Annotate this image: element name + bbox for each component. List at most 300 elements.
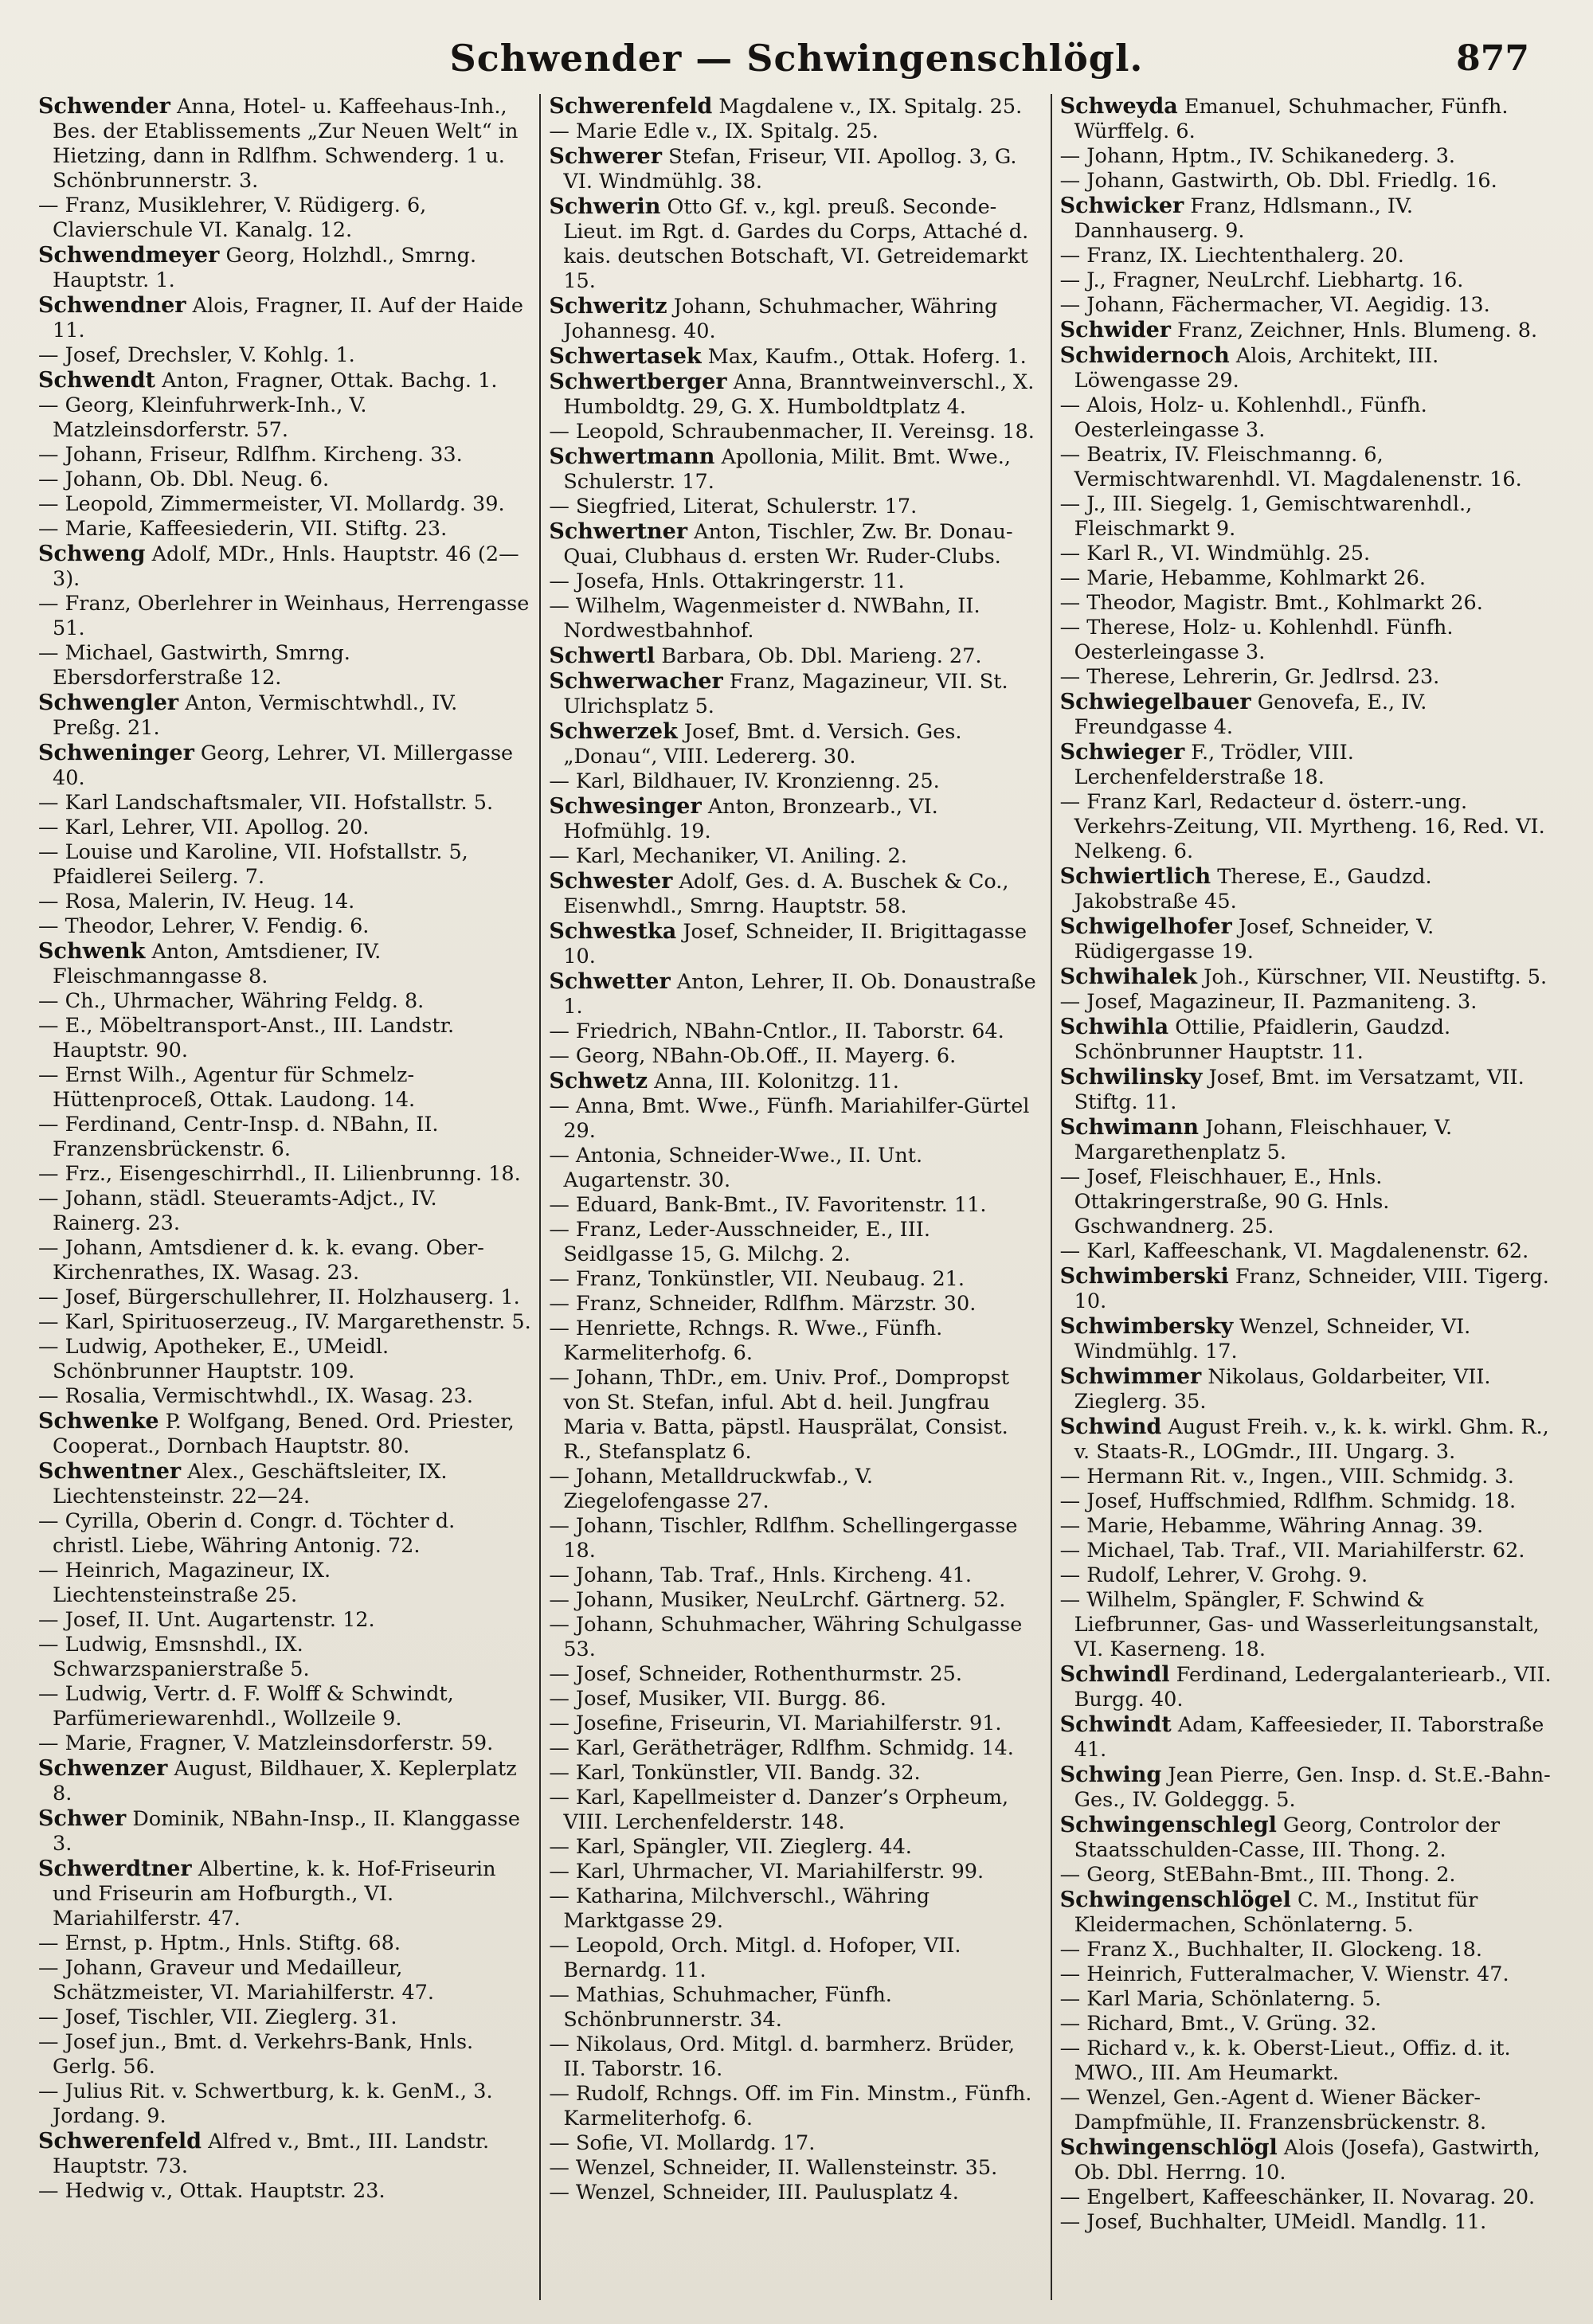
directory-entry — [549, 1786, 1042, 1835]
entry-surname: Schwihla — [1059, 1015, 1169, 1039]
entry-details: — Franz, Musiklehrer, V. Rüdigerg. 6, Clavierschule VI. Kanalg. 12. — [38, 194, 427, 242]
directory-entry — [549, 1934, 1042, 1983]
entry-details: — Sofie, VI. Mollardg. 17. — [549, 2131, 816, 2155]
directory-columns — [30, 94, 1561, 2300]
entry-details: — Marie, Fragner, V. Matzleinsdorferstr. 59. — [38, 1731, 494, 1755]
entry-surname: Schwertmann — [549, 444, 715, 469]
entry-surname: Schwimberski — [1059, 1264, 1229, 1289]
entry-details: Stefan, Friseur, VII. Apollog. 3, G. VI. Windmühlg. 38. — [563, 145, 1017, 194]
directory-entry — [1060, 665, 1553, 690]
entry-details: Anton, Tischler, Zw. Br. Donau-Quai, Clubhaus d. ersten Wr. Ruder-Clubs. — [563, 520, 1013, 569]
directory-entry — [549, 1860, 1042, 1884]
entry-surname: Schwilinsky — [1059, 1065, 1203, 1090]
entry-details: — Heinrich, Futteralmacher, V. Wienstr. 47. — [1059, 1962, 1509, 1986]
entry-details: — Beatrix, IV. Fleischmanng. 6, Vermischtwarenhdl. VI. Magdalenenstr. 16. — [1059, 443, 1522, 491]
directory-entry — [1060, 2185, 1553, 2210]
entry-surname: Schwetter — [549, 969, 671, 994]
entry-details: — Johann, Graveur und Medailleur, Schätzmeister, VI. Mariahilferstr. 47. — [38, 1956, 435, 2005]
directory-entry — [38, 443, 531, 468]
entry-details: — Ernst Wilh., Agentur für Schmelz-Hüttenproceß, Ottak. Laudong. 14. — [38, 1063, 416, 1112]
directory-entry — [1060, 1662, 1553, 1712]
entry-details: Josef, Bmt. im Versatzamt, VII. Stiftg. 11. — [1074, 1066, 1525, 1114]
entry-details: Josef, Bmt. d. Versich. Ges. „Donau“, VIII. Ledererg. 30. — [563, 720, 962, 769]
entry-details: — J., III. Siegelg. 1, Gemischtwarenhdl., Fleischmarkt 9. — [1059, 492, 1473, 541]
entry-details: — Mathias, Schuhmacher, Fünfh. Schönbrunnerstr. 34. — [549, 1983, 892, 2032]
entry-surname: Schwender — [38, 94, 170, 119]
entry-surname: Schwider — [1059, 318, 1172, 342]
directory-entry — [549, 495, 1042, 519]
entry-details: — Richard, Bmt., V. Grüng. 32. — [1059, 2012, 1377, 2036]
directory-entry — [549, 420, 1042, 444]
entry-details: Johann, Schuhmacher, Währing Johannesg. 40. — [563, 295, 998, 343]
directory-entry — [1060, 393, 1553, 443]
directory-entry — [549, 1465, 1042, 1514]
directory-entry — [1060, 1489, 1553, 1514]
entry-surname: Schwerwacher — [549, 669, 723, 694]
page-title: Schwender — Schwingenschlögl. — [449, 37, 1144, 80]
entry-details: — Marie, Kaffeesiederin, VII. Stiftg. 23. — [38, 517, 448, 541]
entry-details: Dominik, NBahn-Insp., II. Klanggasse 3. — [53, 1807, 520, 1856]
entry-details: Wenzel, Schneider, VI. Windmühlg. 17. — [1074, 1315, 1471, 1363]
directory-entry — [1060, 2036, 1553, 2086]
directory-entry — [1060, 1813, 1553, 1863]
entry-details: Alois, Fragner, II. Auf der Haide 11. — [53, 294, 524, 342]
directory-entry — [1060, 964, 1553, 990]
entry-details: Franz, Hdlsmann., IV. Dannhauserg. 9. — [1074, 194, 1414, 243]
entry-surname: Schweyda — [1059, 94, 1178, 119]
directory-entry — [38, 791, 531, 816]
directory-entry — [1060, 566, 1553, 591]
directory-entry — [549, 1884, 1042, 1934]
entry-details: — Therese, Holz- u. Kohlenhdl. Fünfh. Oesterleingasse 3. — [1059, 616, 1454, 664]
entry-surname: Schwingenschlögl — [1059, 2135, 1278, 2160]
directory-entry — [38, 1014, 531, 1063]
directory-entry — [1060, 616, 1553, 665]
entry-surname: Schwengler — [38, 691, 179, 715]
entry-details: — Johann, Gastwirth, Ob. Dbl. Friedlg. 16. — [1059, 169, 1497, 193]
entry-details: F., Trödler, VIII. Lerchenfelderstraße 18. — [1074, 741, 1354, 789]
entry-surname: Schwing — [1059, 1763, 1162, 1787]
entry-details: — Georg, Kleinfuhrwerk-Inh., V. Matzleinsdorferstr. 57. — [38, 393, 367, 442]
entry-details: — Anna, Bmt. Wwe., Fünfh. Mariahilfer-Gürtel 29. — [549, 1094, 1030, 1143]
entry-details: — Hedwig v., Ottak. Hauptstr. 23. — [38, 2179, 386, 2203]
directory-entry — [38, 1756, 531, 1806]
directory-entry — [1060, 1888, 1553, 1938]
entry-surname: Schwer — [38, 1806, 127, 1831]
directory-entry — [38, 1633, 531, 1682]
entry-details: Emanuel, Schuhmacher, Fünfh. Würffelg. 6. — [1074, 95, 1509, 143]
entry-surname: Schwerer — [549, 144, 662, 169]
entry-details: — Josef, Musiker, VII. Burgg. 86. — [549, 1687, 887, 1711]
directory-entry — [1060, 2135, 1553, 2185]
entry-details: — Johann, Fächermacher, VI. Aegidig. 13. — [1059, 293, 1490, 317]
directory-entry — [1060, 1962, 1553, 1987]
entry-details: Anna, Hotel- u. Kaffeehaus-Inh., Bes. der Etablissements „Zur Neuen Welt“ in Hietzing, dann in Rdlfhm. Schwenderg. 1 u. Schönbrunnerstr. 3. — [53, 95, 519, 193]
page-header — [32, 32, 1561, 96]
entry-details: — Henriette, Rchngs. R. Wwe., Fünfh. Karmeliterhofg. 6. — [549, 1317, 943, 1365]
directory-entry — [1060, 1563, 1553, 1588]
entry-details: — Wenzel, Schneider, II. Wallensteinstr. 35. — [549, 2156, 998, 2180]
directory-entry — [1060, 1414, 1553, 1465]
entry-details: — Rosalia, Vermischtwhdl., IX. Wasag. 23. — [38, 1384, 473, 1408]
entry-surname: Schwendt — [38, 368, 155, 393]
entry-details: — Franz, IX. Liechtenthalerg. 20. — [1059, 244, 1404, 268]
entry-details: — Ludwig, Emsnshdl., IX. Schwarzspanierstraße 5. — [38, 1633, 310, 1681]
directory-entry — [38, 1236, 531, 1285]
directory-entry — [38, 368, 531, 393]
entry-details: C. M., Institut für Kleidermachen, Schönlaterng. 5. — [1074, 1888, 1478, 1937]
entry-details: Franz, Schneider, VIII. Tigerg. 10. — [1074, 1265, 1549, 1313]
entry-details: — Josef, Fleischhauer, E., Hnls. Ottakringerstraße, 90 G. Hnls. Gschwandnerg. 25. — [1059, 1165, 1390, 1238]
entry-details: — Theodor, Lehrer, V. Fendig. 6. — [38, 914, 370, 938]
directory-entry — [38, 939, 531, 989]
directory-entry — [549, 519, 1042, 569]
directory-entry — [549, 1069, 1042, 1094]
entry-details: — Johann, Hptm., IV. Schikanederg. 3. — [1059, 144, 1456, 168]
directory-entry — [38, 2079, 531, 2129]
entry-details: — Johann, Amtsdiener d. k. k. evang. Ober-Kirchenrathes, IX. Wasag. 23. — [38, 1236, 484, 1285]
entry-details: — Heinrich, Magazineur, IX. Liechtensteinstraße 25. — [38, 1559, 331, 1607]
entry-surname: Schwertberger — [549, 370, 727, 394]
directory-entry — [1060, 169, 1553, 194]
directory-entry — [38, 343, 531, 368]
directory-entry — [38, 890, 531, 914]
directory-entry — [549, 94, 1042, 119]
directory-entry — [38, 1806, 531, 1856]
entry-details: — Theodor, Magistr. Bmt., Kohlmarkt 26. — [1059, 591, 1483, 615]
entry-details: — Leopold, Zimmermeister, VI. Mollardg. 39. — [38, 492, 505, 516]
column-middle — [539, 94, 1050, 2300]
directory-entry — [549, 1267, 1042, 1292]
directory-entry — [1060, 1364, 1553, 1414]
entry-details: Georg, Lehrer, VI. Millergasse 40. — [53, 741, 514, 790]
entry-details: Georg, Controlor der Staatsschulden-Casse, III. Thong. 2. — [1074, 1813, 1501, 1862]
entry-details: Max, Kaufm., Ottak. Hoferg. 1. — [707, 345, 1027, 369]
entry-details: — Therese, Lehrerin, Gr. Jedlrsd. 23. — [1059, 665, 1440, 689]
directory-entry — [549, 2082, 1042, 2131]
entry-details: — Rudolf, Rchngs. Off. im Fin. Minstm., Fünfh. Karmeliterhofg. 6. — [549, 2082, 1032, 2130]
entry-details: Alfred v., Bmt., III. Landstr. Hauptstr. 73. — [53, 2130, 490, 2178]
entry-surname: Schwenzer — [38, 1756, 168, 1781]
directory-entry — [38, 914, 531, 939]
entry-details: — Franz, Tonkünstler, VII. Neubaug. 21. — [549, 1267, 965, 1291]
directory-entry — [1060, 1863, 1553, 1888]
entry-details: — Wilhelm, Spängler, F. Schwind & Liefbrunner, Gas- und Wasserleitungsanstalt, VI. Kaserneng. 18. — [1059, 1588, 1540, 1661]
directory-entry — [549, 1588, 1042, 1613]
entry-details: — Karl R., VI. Windmühlg. 25. — [1059, 542, 1371, 565]
entry-surname: Schwerzek — [549, 719, 678, 744]
entry-details: — Josef jun., Bmt. d. Verkehrs-Bank, Hnls. Gerlg. 56. — [38, 2030, 474, 2079]
directory-entry — [38, 641, 531, 691]
entry-details: — Johann, städl. Steueramts-Adjct., IV. Rainerg. 23. — [38, 1187, 437, 1235]
entry-details: Franz, Zeichner, Hnls. Blumeng. 8. — [1177, 319, 1538, 342]
entry-details: — Karl, Uhrmacher, VI. Mariahilferstr. 99. — [549, 1860, 984, 1884]
entry-details: — Franz Karl, Redacteur d. österr.-ung. Verkehrs-Zeitung, VII. Myrtheng. 16, Red. VI. Nelkeng. 6. — [1059, 790, 1545, 863]
entry-details: — Josef, Magazineur, II. Pazmaniteng. 3. — [1059, 990, 1478, 1014]
directory-entry — [38, 1509, 531, 1559]
entry-details: Otto Gf. v., kgl. preuß. Seconde-Lieut. im Rgt. d. Gardes du Corps, Attaché d. kais. deutschen Botschaft, VI. Getreidemarkt 15. — [563, 195, 1029, 293]
directory-entry — [549, 370, 1042, 420]
entry-details: — Louise und Karoline, VII. Hofstallstr. 5, Pfaidlerei Seilerg. 7. — [38, 840, 468, 889]
entry-details: — Richard v., k. k. Oberst-Lieut., Offiz. d. it. MWO., III. Am Heumarkt. — [1059, 2036, 1511, 2085]
directory-entry — [38, 1608, 531, 1633]
entry-surname: Schwester — [549, 869, 673, 894]
directory-entry — [38, 542, 531, 592]
directory-entry — [1060, 740, 1553, 790]
directory-entry — [38, 243, 531, 293]
entry-surname: Schwendmeyer — [38, 243, 220, 268]
entry-details: — Johann, Friseur, Rdlfhm. Kircheng. 33. — [38, 443, 463, 467]
entry-details: — Wilhelm, Wagenmeister d. NWBahn, II. Nordwestbahnhof. — [549, 594, 980, 643]
directory-entry — [549, 869, 1042, 919]
entry-details: Adolf, MDr., Hnls. Hauptstr. 46 (2—3). — [53, 542, 519, 591]
directory-entry — [1060, 1465, 1553, 1489]
directory-entry — [549, 1761, 1042, 1786]
column-left — [30, 94, 539, 2300]
column-right — [1051, 94, 1561, 2300]
directory-entry — [38, 1956, 531, 2005]
entry-details: — Josef, Schneider, Rothenthurmstr. 25. — [549, 1662, 962, 1686]
entry-details: — Franz X., Buchhalter, II. Glockeng. 18. — [1059, 1938, 1482, 1962]
directory-entry — [549, 1563, 1042, 1588]
directory-entry — [38, 840, 531, 890]
directory-entry — [549, 969, 1042, 1019]
entry-details: — Ch., Uhrmacher, Währing Feldg. 8. — [38, 989, 425, 1013]
entry-details: — Marie, Hebamme, Währing Annag. 39. — [1059, 1514, 1484, 1538]
directory-entry — [1060, 2012, 1553, 2036]
entry-details: Ottilie, Pfaidlerin, Gaudzd. Schönbrunner Hauptstr. 11. — [1074, 1015, 1451, 1064]
entry-details: Adolf, Ges. d. A. Buschek & Co., Eisenwhdl., Smrng. Hauptstr. 58. — [563, 870, 1009, 918]
directory-entry — [38, 1409, 531, 1459]
directory-entry — [38, 293, 531, 343]
entry-details: — Engelbert, Kaffeeschänker, II. Novarag. 20. — [1059, 2185, 1536, 2209]
directory-entry — [1060, 1712, 1553, 1763]
entry-details: Josef, Schneider, V. Rüdigergasse 19. — [1074, 915, 1434, 964]
directory-entry — [38, 989, 531, 1014]
entry-surname: Schweritz — [549, 294, 667, 319]
entry-surname: Schwidernoch — [1059, 343, 1230, 368]
entry-details: Alois (Josefa), Gastwirth, Ob. Dbl. Herrng. 10. — [1074, 2136, 1540, 2185]
directory-entry — [1060, 293, 1553, 318]
directory-entry — [1060, 1588, 1553, 1662]
entry-details: — Georg, StEBahn-Bmt., III. Thong. 2. — [1059, 1863, 1456, 1887]
entry-surname: Schwind — [1059, 1414, 1162, 1439]
directory-entry — [549, 1292, 1042, 1317]
directory-entry — [38, 492, 531, 517]
directory-entry — [38, 1285, 531, 1310]
entry-surname: Schwentner — [38, 1459, 182, 1484]
directory-entry — [1060, 492, 1553, 542]
entry-details: — Michael, Gastwirth, Smrng. Ebersdorferstraße 12. — [38, 641, 350, 690]
directory-entry — [549, 1514, 1042, 1563]
entry-details: Anton, Bronzearb., VI. Hofmühlg. 19. — [563, 795, 938, 843]
directory-entry — [1060, 914, 1553, 964]
entry-details: — Antonia, Schneider-Wwe., II. Unt. Augartenstr. 30. — [549, 1144, 923, 1192]
entry-surname: Schwestka — [549, 919, 677, 944]
directory-entry — [38, 1931, 531, 1956]
directory-entry — [549, 2033, 1042, 2082]
entry-details: Anton, Lehrer, II. Ob. Donaustraße 1. — [563, 970, 1036, 1019]
entry-details: — Ludwig, Vertr. d. F. Wolff & Schwindt, Parfümeriewarenhdl., Wollzeile 9. — [38, 1682, 454, 1731]
entry-surname: Schwerenfeld — [38, 2129, 202, 2154]
directory-entry — [1060, 790, 1553, 864]
directory-entry — [1060, 1264, 1553, 1314]
entry-surname: Schwieger — [1059, 740, 1185, 765]
entry-details: — J., Fragner, NeuLrchf. Liebhartg. 16. — [1059, 268, 1464, 292]
directory-entry — [549, 669, 1042, 719]
entry-details: — Josefine, Friseurin, VI. Mariahilferstr. 91. — [549, 1712, 1002, 1735]
entry-details: — Josef, Tischler, VII. Zieglerg. 31. — [38, 2005, 397, 2029]
directory-entry — [549, 1317, 1042, 1366]
directory-entry — [38, 1682, 531, 1731]
entry-details: — Karl, Kaffeeschank, VI. Magdalenenstr. 62. — [1059, 1239, 1529, 1263]
directory-entry — [1060, 144, 1553, 169]
entry-details: — E., Möbeltransport-Anst., III. Landstr. Hauptstr. 90. — [38, 1014, 455, 1062]
entry-surname: Schwindt — [1059, 1712, 1172, 1737]
entry-details: Alois, Architekt, III. Löwengasse 29. — [1074, 344, 1439, 393]
directory-entry — [1060, 94, 1553, 144]
directory-entry — [38, 741, 531, 791]
entry-surname: Schwerin — [549, 194, 661, 219]
entry-details: August, Bildhauer, X. Keplerplatz 8. — [53, 1757, 517, 1806]
entry-details: Georg, Holzhdl., Smrng. Hauptstr. 1. — [53, 244, 477, 292]
entry-details: — Alois, Holz- u. Kohlenhdl., Fünfh. Oesterleingasse 3. — [1059, 393, 1427, 442]
entry-details: Genovefa, E., IV. Freundgasse 4. — [1074, 691, 1427, 739]
directory-entry — [549, 644, 1042, 669]
directory-entry — [549, 1983, 1042, 2033]
directory-entry — [549, 1094, 1042, 1144]
entry-details: — Franz, Leder-Ausschneider, E., III. Seidlgasse 15, G. Milchg. 2. — [549, 1218, 930, 1266]
entry-details: — Nikolaus, Ord. Mitgl. d. barmherz. Brüder, II. Taborstr. 16. — [549, 2033, 1016, 2081]
entry-surname: Schweninger — [38, 741, 194, 765]
directory-entry — [1060, 1514, 1553, 1539]
directory-entry — [38, 2129, 531, 2179]
directory-entry — [1060, 2086, 1553, 2135]
directory-entry — [549, 794, 1042, 844]
directory-entry — [38, 1063, 531, 1113]
directory-entry — [1060, 990, 1553, 1015]
entry-details: — Karl, Lehrer, VII. Apollog. 20. — [38, 816, 370, 839]
entry-details: — Franz, Oberlehrer in Weinhaus, Herrengasse 51. — [38, 592, 530, 640]
directory-entry — [549, 144, 1042, 194]
directory-entry — [1060, 1239, 1553, 1264]
entry-details: — Johann, ThDr., em. Univ. Prof., Dompropst von St. Stefan, inful. Abt d. heil. Jungfrau Maria v. Batta, päpstl. Hausprälat, Consist. R., Stefansplatz 6. — [549, 1366, 1009, 1464]
entry-details: — Johann, Musiker, NeuLrchf. Gärtnerg. 52. — [549, 1588, 1006, 1612]
directory-entry — [549, 1218, 1042, 1267]
entry-details: — Leopold, Orch. Mitgl. d. Hofoper, VII. Bernardg. 11. — [549, 1934, 961, 1982]
entry-details: Johann, Fleischhauer, V. Margarethenplatz 5. — [1074, 1116, 1453, 1164]
directory-entry — [1060, 1065, 1553, 1115]
entry-surname: Schwertasek — [549, 344, 702, 369]
directory-entry — [38, 691, 531, 741]
entry-details: — Ferdinand, Centr-Insp. d. NBahn, II. Franzensbrückenstr. 6. — [38, 1113, 439, 1161]
entry-details: — Josef, Buchhalter, UMeidl. Mandlg. 11. — [1059, 2210, 1487, 2234]
entry-surname: Schwicker — [1059, 194, 1184, 218]
directory-entry — [1060, 2210, 1553, 2235]
entry-details: Ferdinand, Ledergalanteriearb., VII. Burgg. 40. — [1074, 1663, 1552, 1712]
entry-details: Nikolaus, Goldarbeiter, VII. Zieglerg. 35. — [1074, 1365, 1491, 1414]
directory-entry — [549, 1712, 1042, 1736]
entry-surname: Schwertner — [549, 519, 688, 544]
entry-surname: Schwenk — [38, 939, 146, 964]
entry-details: — Josef, Bürgerschullehrer, II. Holzhauserg. 1. — [38, 1285, 520, 1309]
entry-surname: Schwendner — [38, 293, 186, 318]
entry-details: — Karl Landschaftsmaler, VII. Hofstallstr. 5. — [38, 791, 494, 815]
directory-entry — [549, 194, 1042, 294]
entry-details: Albertine, k. k. Hof-Friseurin und Friseurin am Hofburgth., VI. Mariahilferstr. 47. — [53, 1857, 496, 1931]
entry-details: — Ernst, p. Hptm., Hnls. Stiftg. 68. — [38, 1931, 401, 1955]
directory-entry — [38, 1310, 531, 1335]
entry-surname: Schwingenschlegl — [1059, 1813, 1277, 1837]
directory-entry — [38, 468, 531, 492]
directory-entry — [38, 1559, 531, 1608]
entry-details: — Wenzel, Gen.-Agent d. Wiener Bäcker-Dampfmühle, II. Franzensbrückenstr. 8. — [1059, 2086, 1487, 2134]
directory-entry — [549, 2156, 1042, 2181]
entry-surname: Schwertl — [549, 644, 656, 668]
directory-entry — [1060, 268, 1553, 293]
directory-entry — [549, 1144, 1042, 1193]
entry-surname: Schweng — [38, 542, 146, 566]
entry-details: Apollonia, Milit. Bmt. Wwe., Schulerstr. 17. — [563, 445, 1011, 494]
entry-surname: Schwindl — [1059, 1662, 1170, 1687]
entry-details: P. Wolfgang, Bened. Ord. Priester, Cooperat., Dornbach Hauptstr. 80. — [53, 1410, 515, 1458]
directory-entry — [1060, 591, 1553, 616]
entry-details: — Josef, Huffschmied, Rdlfhm. Schmidg. 18. — [1059, 1489, 1517, 1513]
entry-surname: Schwetz — [549, 1069, 648, 1094]
directory-entry — [38, 1113, 531, 1162]
directory-entry — [549, 1044, 1042, 1069]
entry-details: — Katharina, Milchverschl., Währing Marktgasse 29. — [549, 1884, 930, 1933]
directory-entry — [549, 1019, 1042, 1044]
entry-details: — Rudolf, Lehrer, V. Grohg. 9. — [1059, 1563, 1368, 1587]
directory-entry — [549, 594, 1042, 644]
entry-surname: Schwesinger — [549, 794, 702, 819]
entry-surname: Schwigelhofer — [1059, 914, 1232, 939]
directory-entry — [38, 1856, 531, 1931]
entry-details: — Friedrich, NBahn-Cntlor., II. Taborstr. 64. — [549, 1019, 1004, 1043]
directory-entry — [1060, 1763, 1553, 1813]
entry-details: — Michael, Tab. Traf., VII. Mariahilferstr. 62. — [1059, 1539, 1525, 1563]
directory-entry — [549, 2181, 1042, 2205]
directory-entry — [38, 393, 531, 443]
entry-details: — Wenzel, Schneider, III. Paulusplatz 4. — [549, 2181, 959, 2205]
entry-surname: Schwerenfeld — [549, 94, 713, 119]
directory-entry — [1060, 443, 1553, 492]
entry-details: Anna, III. Kolonitzg. 11. — [654, 1070, 899, 1094]
directory-entry — [549, 344, 1042, 370]
entry-details: — Franz, Schneider, Rdlfhm. Märzstr. 30. — [549, 1292, 977, 1316]
entry-details: — Josef, II. Unt. Augartenstr. 12. — [38, 1608, 375, 1632]
directory-entry — [549, 1193, 1042, 1218]
entry-details: — Eduard, Bank-Bmt., IV. Favoritenstr. 11. — [549, 1193, 987, 1217]
entry-details: — Karl, Gerätheträger, Rdlfhm. Schmidg. 14. — [549, 1736, 1014, 1760]
directory-entry — [549, 844, 1042, 869]
directory-entry — [1060, 1115, 1553, 1165]
directory-entry — [38, 2179, 531, 2204]
entry-details: Adam, Kaffeesieder, II. Taborstraße 41. — [1074, 1713, 1544, 1762]
entry-details: — Karl, Spängler, VII. Zieglerg. 44. — [549, 1835, 912, 1859]
entry-details: — Karl, Spirituoserzeug., IV. Margarethenstr. 5. — [38, 1310, 531, 1334]
directory-entry — [549, 1366, 1042, 1465]
entry-details: Franz, Magazineur, VII. St. Ulrichsplatz 5. — [563, 670, 1008, 718]
directory-entry — [549, 1835, 1042, 1860]
entry-details: — Karl Maria, Schönlaterng. 5. — [1059, 1987, 1382, 2011]
entry-details: — Josef, Drechsler, V. Kohlg. 1. — [38, 343, 355, 367]
entry-details: — Leopold, Schraubenmacher, II. Vereinsg. 18. — [549, 420, 1035, 444]
entry-details: Anton, Fragner, Ottak. Bachg. 1. — [162, 369, 498, 393]
directory-entry — [38, 1335, 531, 1384]
entry-surname: Schwimann — [1059, 1115, 1200, 1140]
